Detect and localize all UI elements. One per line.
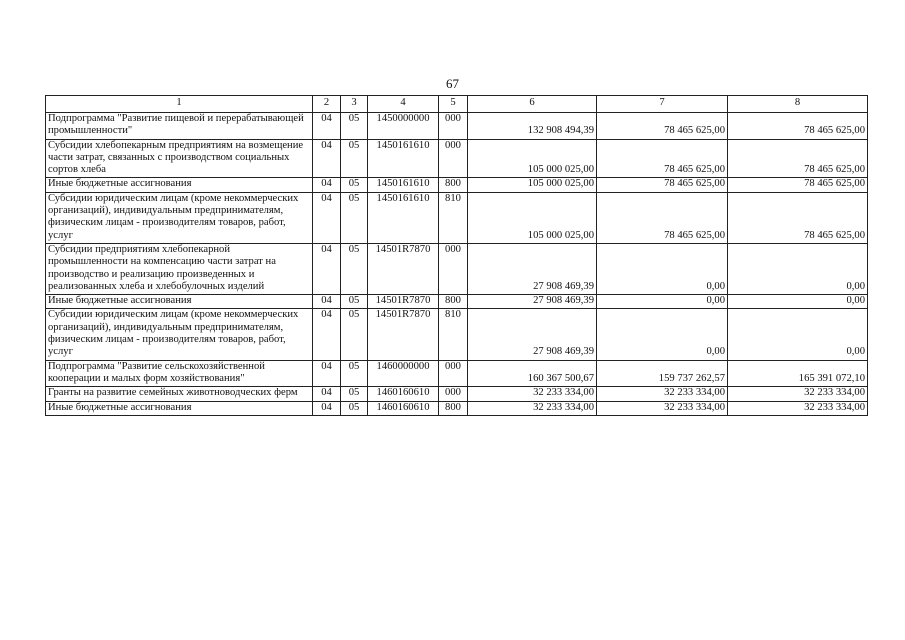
amount-col-6: 32 233 334,00 <box>468 387 597 401</box>
table-row <box>46 309 868 360</box>
amount-col-8: 78 465 625,00 <box>728 113 868 140</box>
section-code: 04 <box>313 113 341 140</box>
section-code: 04 <box>313 401 341 415</box>
expense-type-code: 000 <box>439 113 468 140</box>
table-body <box>46 113 868 416</box>
expense-type-code: 000 <box>439 360 468 387</box>
subsection-code: 05 <box>341 139 368 178</box>
expense-type-code: 000 <box>439 243 468 294</box>
target-article-code: 1450161610 <box>368 192 439 243</box>
amount-col-6: 27 908 469,39 <box>468 243 597 294</box>
expense-type-code: 800 <box>439 401 468 415</box>
amount-col-7: 0,00 <box>597 309 728 360</box>
expense-type-code: 810 <box>439 192 468 243</box>
column-header-7: 7 <box>597 96 728 113</box>
section-code: 04 <box>313 243 341 294</box>
amount-col-6: 105 000 025,00 <box>468 139 597 178</box>
column-header-6: 6 <box>468 96 597 113</box>
amount-col-7: 0,00 <box>597 243 728 294</box>
subsection-code: 05 <box>341 295 368 309</box>
row-name: Субсидии юридическим лицам (кроме некоммерческих организаций), индивидуальным предпринимателям, физическим лицам - производителям товаров, работ, услуг <box>46 192 313 243</box>
subsection-code: 05 <box>341 192 368 243</box>
column-header-5: 5 <box>439 96 468 113</box>
amount-col-7: 78 465 625,00 <box>597 139 728 178</box>
subsection-code: 05 <box>341 401 368 415</box>
expense-type-code: 800 <box>439 178 468 192</box>
section-code: 04 <box>313 178 341 192</box>
table-row <box>46 387 868 401</box>
target-article-code: 14501R7870 <box>368 243 439 294</box>
section-code: 04 <box>313 295 341 309</box>
budget-table <box>45 95 868 416</box>
amount-col-6: 132 908 494,39 <box>468 113 597 140</box>
table-header <box>46 96 868 113</box>
subsection-code: 05 <box>341 360 368 387</box>
table-row <box>46 139 868 178</box>
amount-col-7: 78 465 625,00 <box>597 113 728 140</box>
amount-col-7: 78 465 625,00 <box>597 178 728 192</box>
amount-col-7: 78 465 625,00 <box>597 192 728 243</box>
amount-col-6: 27 908 469,39 <box>468 295 597 309</box>
table-row <box>46 360 868 387</box>
table-row <box>46 401 868 415</box>
column-header-4: 4 <box>368 96 439 113</box>
section-code: 04 <box>313 139 341 178</box>
column-header-8: 8 <box>728 96 868 113</box>
subsection-code: 05 <box>341 243 368 294</box>
amount-col-7: 32 233 334,00 <box>597 387 728 401</box>
section-code: 04 <box>313 309 341 360</box>
amount-col-7: 0,00 <box>597 295 728 309</box>
amount-col-6: 160 367 500,67 <box>468 360 597 387</box>
section-code: 04 <box>313 387 341 401</box>
section-code: 04 <box>313 360 341 387</box>
subsection-code: 05 <box>341 309 368 360</box>
subsection-code: 05 <box>341 178 368 192</box>
amount-col-8: 32 233 334,00 <box>728 387 868 401</box>
header-row <box>46 96 868 113</box>
expense-type-code: 810 <box>439 309 468 360</box>
amount-col-6: 105 000 025,00 <box>468 178 597 192</box>
subsection-code: 05 <box>341 387 368 401</box>
table-row <box>46 178 868 192</box>
column-header-2: 2 <box>313 96 341 113</box>
expense-type-code: 800 <box>439 295 468 309</box>
section-code: 04 <box>313 192 341 243</box>
column-header-1: 1 <box>46 96 313 113</box>
amount-col-8: 165 391 072,10 <box>728 360 868 387</box>
target-article-code: 14501R7870 <box>368 309 439 360</box>
row-name: Субсидии хлебопекарным предприятиям на возмещение части затрат, связанных с производством социальных сортов хлеба <box>46 139 313 178</box>
row-name: Подпрограмма "Развитие сельскохозяйственной кооперации и малых форм хозяйствования" <box>46 360 313 387</box>
amount-col-8: 0,00 <box>728 243 868 294</box>
amount-col-8: 32 233 334,00 <box>728 401 868 415</box>
amount-col-6: 105 000 025,00 <box>468 192 597 243</box>
target-article-code: 1450161610 <box>368 178 439 192</box>
amount-col-8: 78 465 625,00 <box>728 192 868 243</box>
amount-col-6: 27 908 469,39 <box>468 309 597 360</box>
target-article-code: 1460160610 <box>368 387 439 401</box>
amount-col-8: 78 465 625,00 <box>728 178 868 192</box>
row-name: Подпрограмма "Развитие пищевой и перерабатывающей промышленности" <box>46 113 313 140</box>
row-name: Субсидии предприятиям хлебопекарной промышленности на компенсацию части затрат на производство и реализацию произведенных и реализованных хлеба и хлебобулочных изделий <box>46 243 313 294</box>
table-row <box>46 192 868 243</box>
expense-type-code: 000 <box>439 139 468 178</box>
table-row <box>46 295 868 309</box>
amount-col-8: 0,00 <box>728 295 868 309</box>
row-name: Иные бюджетные ассигнования <box>46 401 313 415</box>
amount-col-7: 32 233 334,00 <box>597 401 728 415</box>
row-name: Иные бюджетные ассигнования <box>46 178 313 192</box>
amount-col-8: 0,00 <box>728 309 868 360</box>
table-row <box>46 113 868 140</box>
expense-type-code: 000 <box>439 387 468 401</box>
amount-col-8: 78 465 625,00 <box>728 139 868 178</box>
target-article-code: 1460160610 <box>368 401 439 415</box>
page-number: 67 <box>446 76 459 91</box>
amount-col-7: 159 737 262,57 <box>597 360 728 387</box>
target-article-code: 14501R7870 <box>368 295 439 309</box>
row-name: Иные бюджетные ассигнования <box>46 295 313 309</box>
subsection-code: 05 <box>341 113 368 140</box>
target-article-code: 1460000000 <box>368 360 439 387</box>
target-article-code: 1450000000 <box>368 113 439 140</box>
row-name: Гранты на развитие семейных животноводческих ферм <box>46 387 313 401</box>
target-article-code: 1450161610 <box>368 139 439 178</box>
table-row <box>46 243 868 294</box>
column-header-3: 3 <box>341 96 368 113</box>
amount-col-6: 32 233 334,00 <box>468 401 597 415</box>
row-name: Субсидии юридическим лицам (кроме некоммерческих организаций), индивидуальным предпринимателям, физическим лицам - производителям товаров, работ, услуг <box>46 309 313 360</box>
